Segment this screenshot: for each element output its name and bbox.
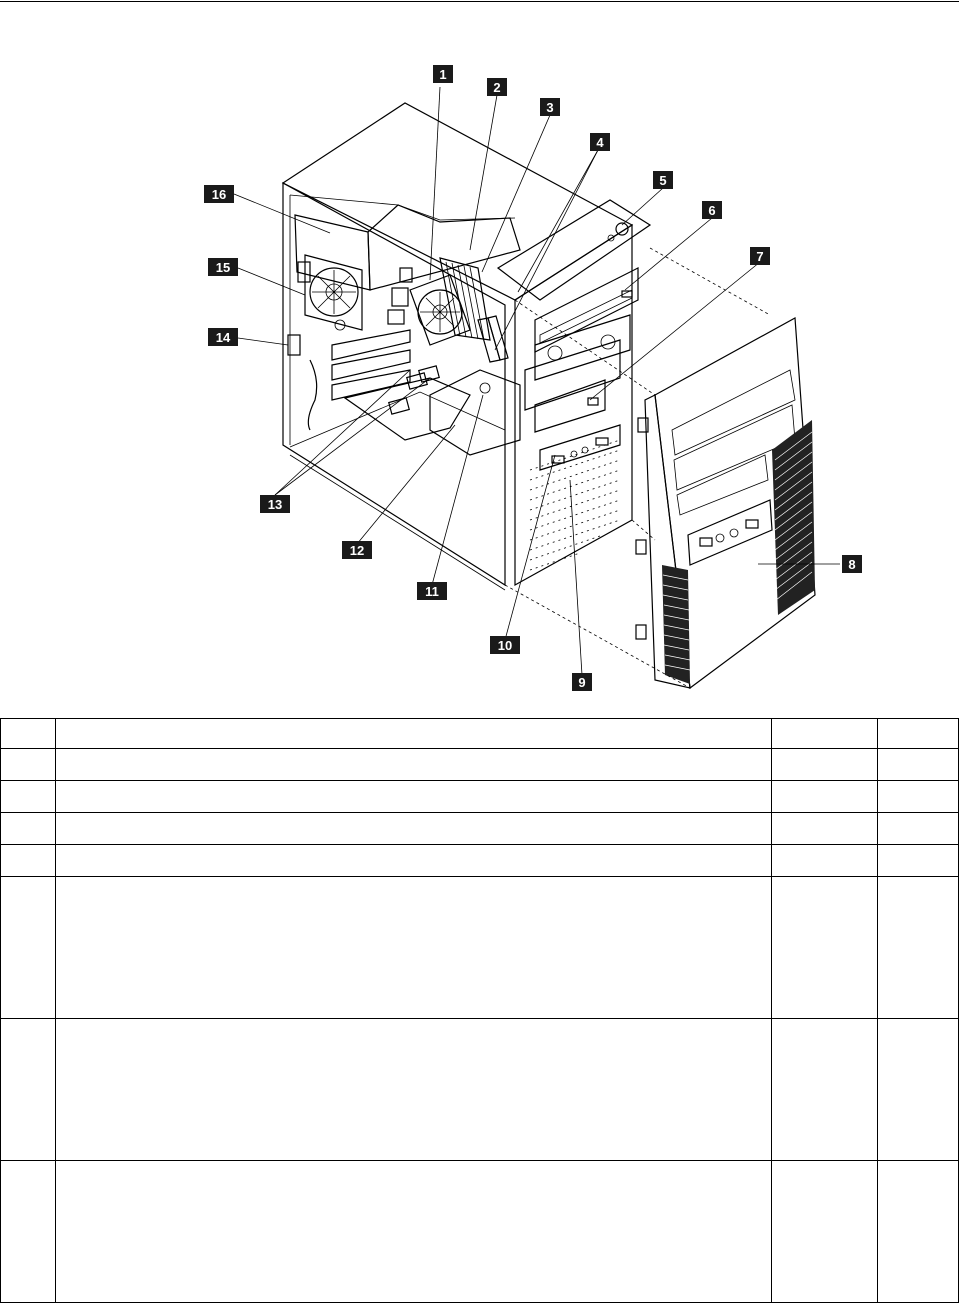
callout-16 — [204, 185, 234, 203]
table-cell — [771, 781, 877, 813]
callout-14 — [208, 328, 238, 346]
table-row — [1, 781, 959, 813]
table-row — [1, 845, 959, 877]
callout-9 — [572, 673, 592, 691]
table-cell — [1, 877, 56, 1019]
rear-fan — [298, 255, 362, 330]
heatsink-fan-assembly — [410, 258, 490, 345]
callout-4 — [590, 133, 610, 151]
callout-8 — [842, 555, 862, 573]
svg-text:14: 14 — [215, 330, 231, 345]
table-cell — [55, 877, 771, 1019]
svg-text:11: 11 — [425, 584, 439, 599]
power-supply — [295, 205, 520, 290]
svg-text:15: 15 — [215, 260, 231, 275]
table-cell — [1, 845, 56, 877]
table-cell — [877, 845, 958, 877]
table-cell — [771, 1161, 877, 1303]
table-header-cell — [877, 719, 958, 749]
table-row — [1, 749, 959, 781]
svg-text:12: 12 — [349, 543, 365, 558]
callout-2 — [487, 78, 507, 96]
table-cell — [877, 781, 958, 813]
table-cell — [55, 845, 771, 877]
svg-text:4: 4 — [596, 135, 604, 150]
table-cell — [1, 1161, 56, 1303]
table-row — [1, 877, 959, 1019]
svg-text:7: 7 — [756, 249, 764, 264]
table-cell — [1, 1019, 56, 1161]
svg-text:5: 5 — [659, 173, 667, 188]
table-cell — [771, 1019, 877, 1161]
table-header-cell — [1, 719, 56, 749]
svg-text:1: 1 — [439, 67, 447, 82]
table-cell — [771, 845, 877, 877]
svg-text:8: 8 — [848, 557, 856, 572]
chassis — [283, 103, 632, 590]
svg-text:13: 13 — [267, 497, 283, 512]
callout-3 — [540, 98, 560, 116]
leader-lines — [234, 87, 840, 675]
callout-13 — [260, 495, 290, 513]
table-cell — [55, 749, 771, 781]
svg-text:6: 6 — [708, 203, 716, 218]
table-row — [1, 1019, 959, 1161]
svg-text:9: 9 — [578, 675, 586, 690]
table-cell — [1, 749, 56, 781]
svg-text:2: 2 — [493, 80, 501, 95]
hard-drive — [430, 370, 520, 455]
callout-6 — [702, 201, 722, 219]
table-cell — [771, 749, 877, 781]
table-cell — [1, 781, 56, 813]
callout-1 — [433, 65, 453, 83]
callout-15 — [208, 258, 238, 276]
svg-text:10: 10 — [497, 638, 513, 653]
table-cell — [771, 877, 877, 1019]
callout-5 — [653, 171, 673, 189]
callout-12 — [342, 541, 372, 559]
table-cell — [1, 813, 56, 845]
table-header-cell — [55, 719, 771, 749]
table-cell — [877, 1161, 958, 1303]
table-cell — [55, 1161, 771, 1303]
table-cell — [55, 781, 771, 813]
table-cell — [771, 813, 877, 845]
svg-text:16: 16 — [211, 187, 227, 202]
table-cell — [877, 877, 958, 1019]
callout-11 — [417, 582, 447, 600]
svg-text:3: 3 — [546, 100, 554, 115]
front-bezel — [636, 318, 815, 688]
table-row — [1, 813, 959, 845]
table-cell — [55, 1019, 771, 1161]
table-cell — [877, 749, 958, 781]
callout-10 — [490, 636, 520, 654]
callout-7 — [750, 247, 770, 265]
table-cell — [877, 813, 958, 845]
table-header-cell — [771, 719, 877, 749]
table-cell — [877, 1019, 958, 1161]
table-cell — [55, 813, 771, 845]
parts-table — [0, 718, 959, 1303]
table-row — [1, 1161, 959, 1303]
table-header-row — [1, 719, 959, 749]
front-chassis-face — [498, 200, 650, 585]
